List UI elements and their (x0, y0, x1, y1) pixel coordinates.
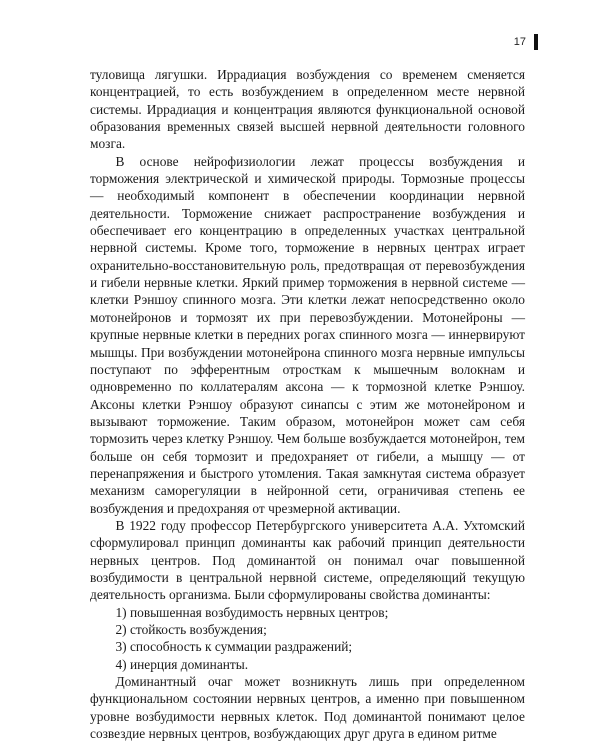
page-number: 17 (513, 36, 526, 48)
body-text (90, 66, 525, 742)
list-item: 4) инерция доминанты. (115, 656, 249, 672)
paragraph-2: В основе нейрофизиологии лежат процессы возбуждения и торможения электрической и химической природы. Тормозные процессы — необходимый компонент в обеспечении координации нервной деятельности. Торможение снижает распространение возбуждения и обеспечивает его концентрацию в определенных участках центральной нервной системы. Кроме того, торможение в нервных центрах играет охранительно-восстановительную роль, предотвращая от перевозбуждения и гибели нервные клетки. Яркий пример торможения в нервной системе — клетки Рэншоу спинного мозга. Эти клетки лежат непосредственно около мотонейронов и тормозят их при перевозбуждении. Мотонейроны — крупные нервные клетки в передних рогах спинного мозга — иннервируют мышцы. При возбуждении мотонейрона спинного мозга нервные импульсы поступают по эфферентным отросткам к мышечным волокнам и одновременно по коллатералям аксона — к тормозной клетке Рэншоу. Аксоны клетки Рэншоу образуют синапсы с этим же мотонейроном и вызывают торможение. Таким образом, мотонейрон может сам себя тормозить через клетку Рэншоу. Чем больше возбуждается мотонейрон, тем больше он себя тормозит и предохраняет от гибели, а мышцу — от перенапряжения и быстрого утомления. Такая замкнутая система образует механизм саморегуляции в нейронной сети, ограничивая степень ее возбуждения и предохраняя от чрезмерной активации. (90, 153, 525, 516)
list-item: 2) стойкость возбуждения; (115, 622, 267, 637)
page-marker (534, 34, 538, 50)
paragraph-3: В 1922 году профессор Петербургского университета А.А. Ухтомский сформулировал принцип доминанты как рабочий принцип деятельности нервных центров. Под доминантой он понимал очаг повышенной возбудимости в центральной нервной системе, определяющий текущую деятельность организма. Были сформулированы свойства доминанты: (90, 517, 525, 603)
list-item: 3) способность к суммации раздражений; (115, 639, 353, 655)
paragraph-4: Доминантный очаг может возникнуть лишь при определенном функциональном состоянии нервных центров, а именно при повышенном уровне возбудимости нервных клеток. Под доминантой понимают целое созвездие нервных центров, возбуждающих друг друга в едином ритме (90, 674, 525, 742)
paragraph-1: туловища лягушки. Иррадиация возбуждения со временем сменяется концентрацией, то есть возбуждением в определенном месте нервной системы. Иррадиация и концентрация являются функциональной основой образования временных связей высшей нервной деятельности головного мозга. (90, 67, 525, 152)
list-item: 1) повышенная возбудимость нервных центров; (115, 604, 389, 620)
